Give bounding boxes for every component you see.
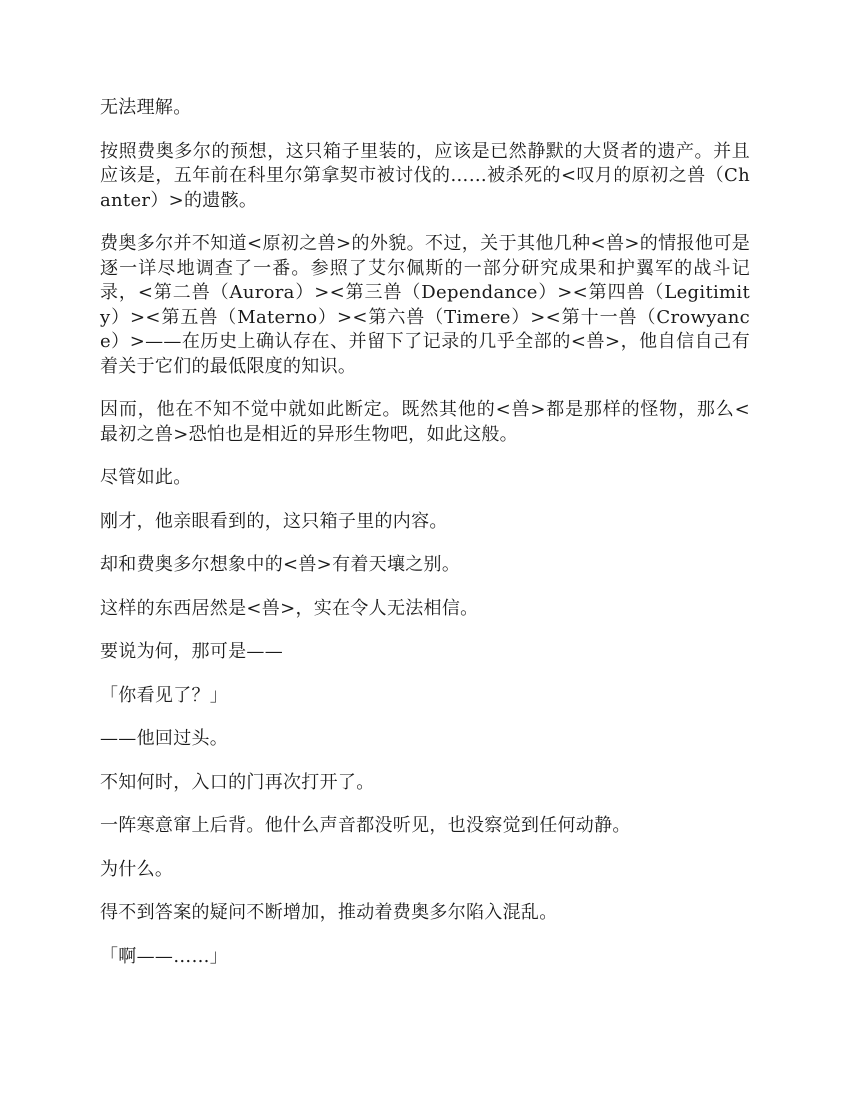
paragraph-7: 却和费奥多尔想象中的<兽>有着天壤之别。 xyxy=(100,554,461,575)
paragraph-13: 一阵寒意窜上后背。他什么声音都没听见，也没察觉到任何动静。 xyxy=(100,815,631,836)
paragraph-3: 费奥多尔并不知道<原初之兽>的外貌。不过，关于其他几种<兽>的情报他可是逐一详尽地调查了一番。参照了艾尔佩斯的一部分研究成果和护翼军的战斗记录，<第二兽（Aurora）><第三兽（Dependance）><第四兽（Legitimity）><第五兽（Materno）><第六兽（Timere）><第十一兽（Crowyance）>——在历史上确认存在、并留下了记录的几乎全部的<兽>，他自信自己有着关于它们的最低限度的知识。 xyxy=(100,233,750,377)
paragraph-1: 无法理解。 xyxy=(100,97,192,118)
document-page xyxy=(100,96,750,988)
paragraph-12: 不知何时，入口的门再次打开了。 xyxy=(100,771,375,793)
paragraph-10: 「你看见了？」 xyxy=(100,684,229,706)
paragraph-6: 刚才，他亲眼看到的，这只箱子里的内容。 xyxy=(100,510,448,532)
paragraph-16: 「啊——……」 xyxy=(100,945,229,967)
paragraph-15: 得不到答案的疑问不断增加，推动着费奥多尔陷入混乱。 xyxy=(100,902,558,923)
paragraph-2: 按照费奥多尔的预想，这只箱子里装的，应该是已然静默的大贤者的遗产。并且应该是，五年前在科里尔第拿契市被讨伐的……被杀死的<叹月的原初之兽（Chanter）>的遗骸。 xyxy=(100,140,750,211)
paragraph-14: 为什么。 xyxy=(100,858,174,880)
paragraph-9: 要说为何，那可是—— xyxy=(100,641,283,662)
paragraph-11: ——他回过头。 xyxy=(100,728,229,749)
paragraph-8: 这样的东西居然是<兽>，实在令人无法相信。 xyxy=(100,597,479,619)
paragraph-5: 尽管如此。 xyxy=(100,467,192,488)
paragraph-4: 因而，他在不知不觉中就如此断定。既然其他的<兽>都是那样的怪物，那么<最初之兽>恐怕也是相近的异形生物吧，如此这般。 xyxy=(100,399,750,445)
